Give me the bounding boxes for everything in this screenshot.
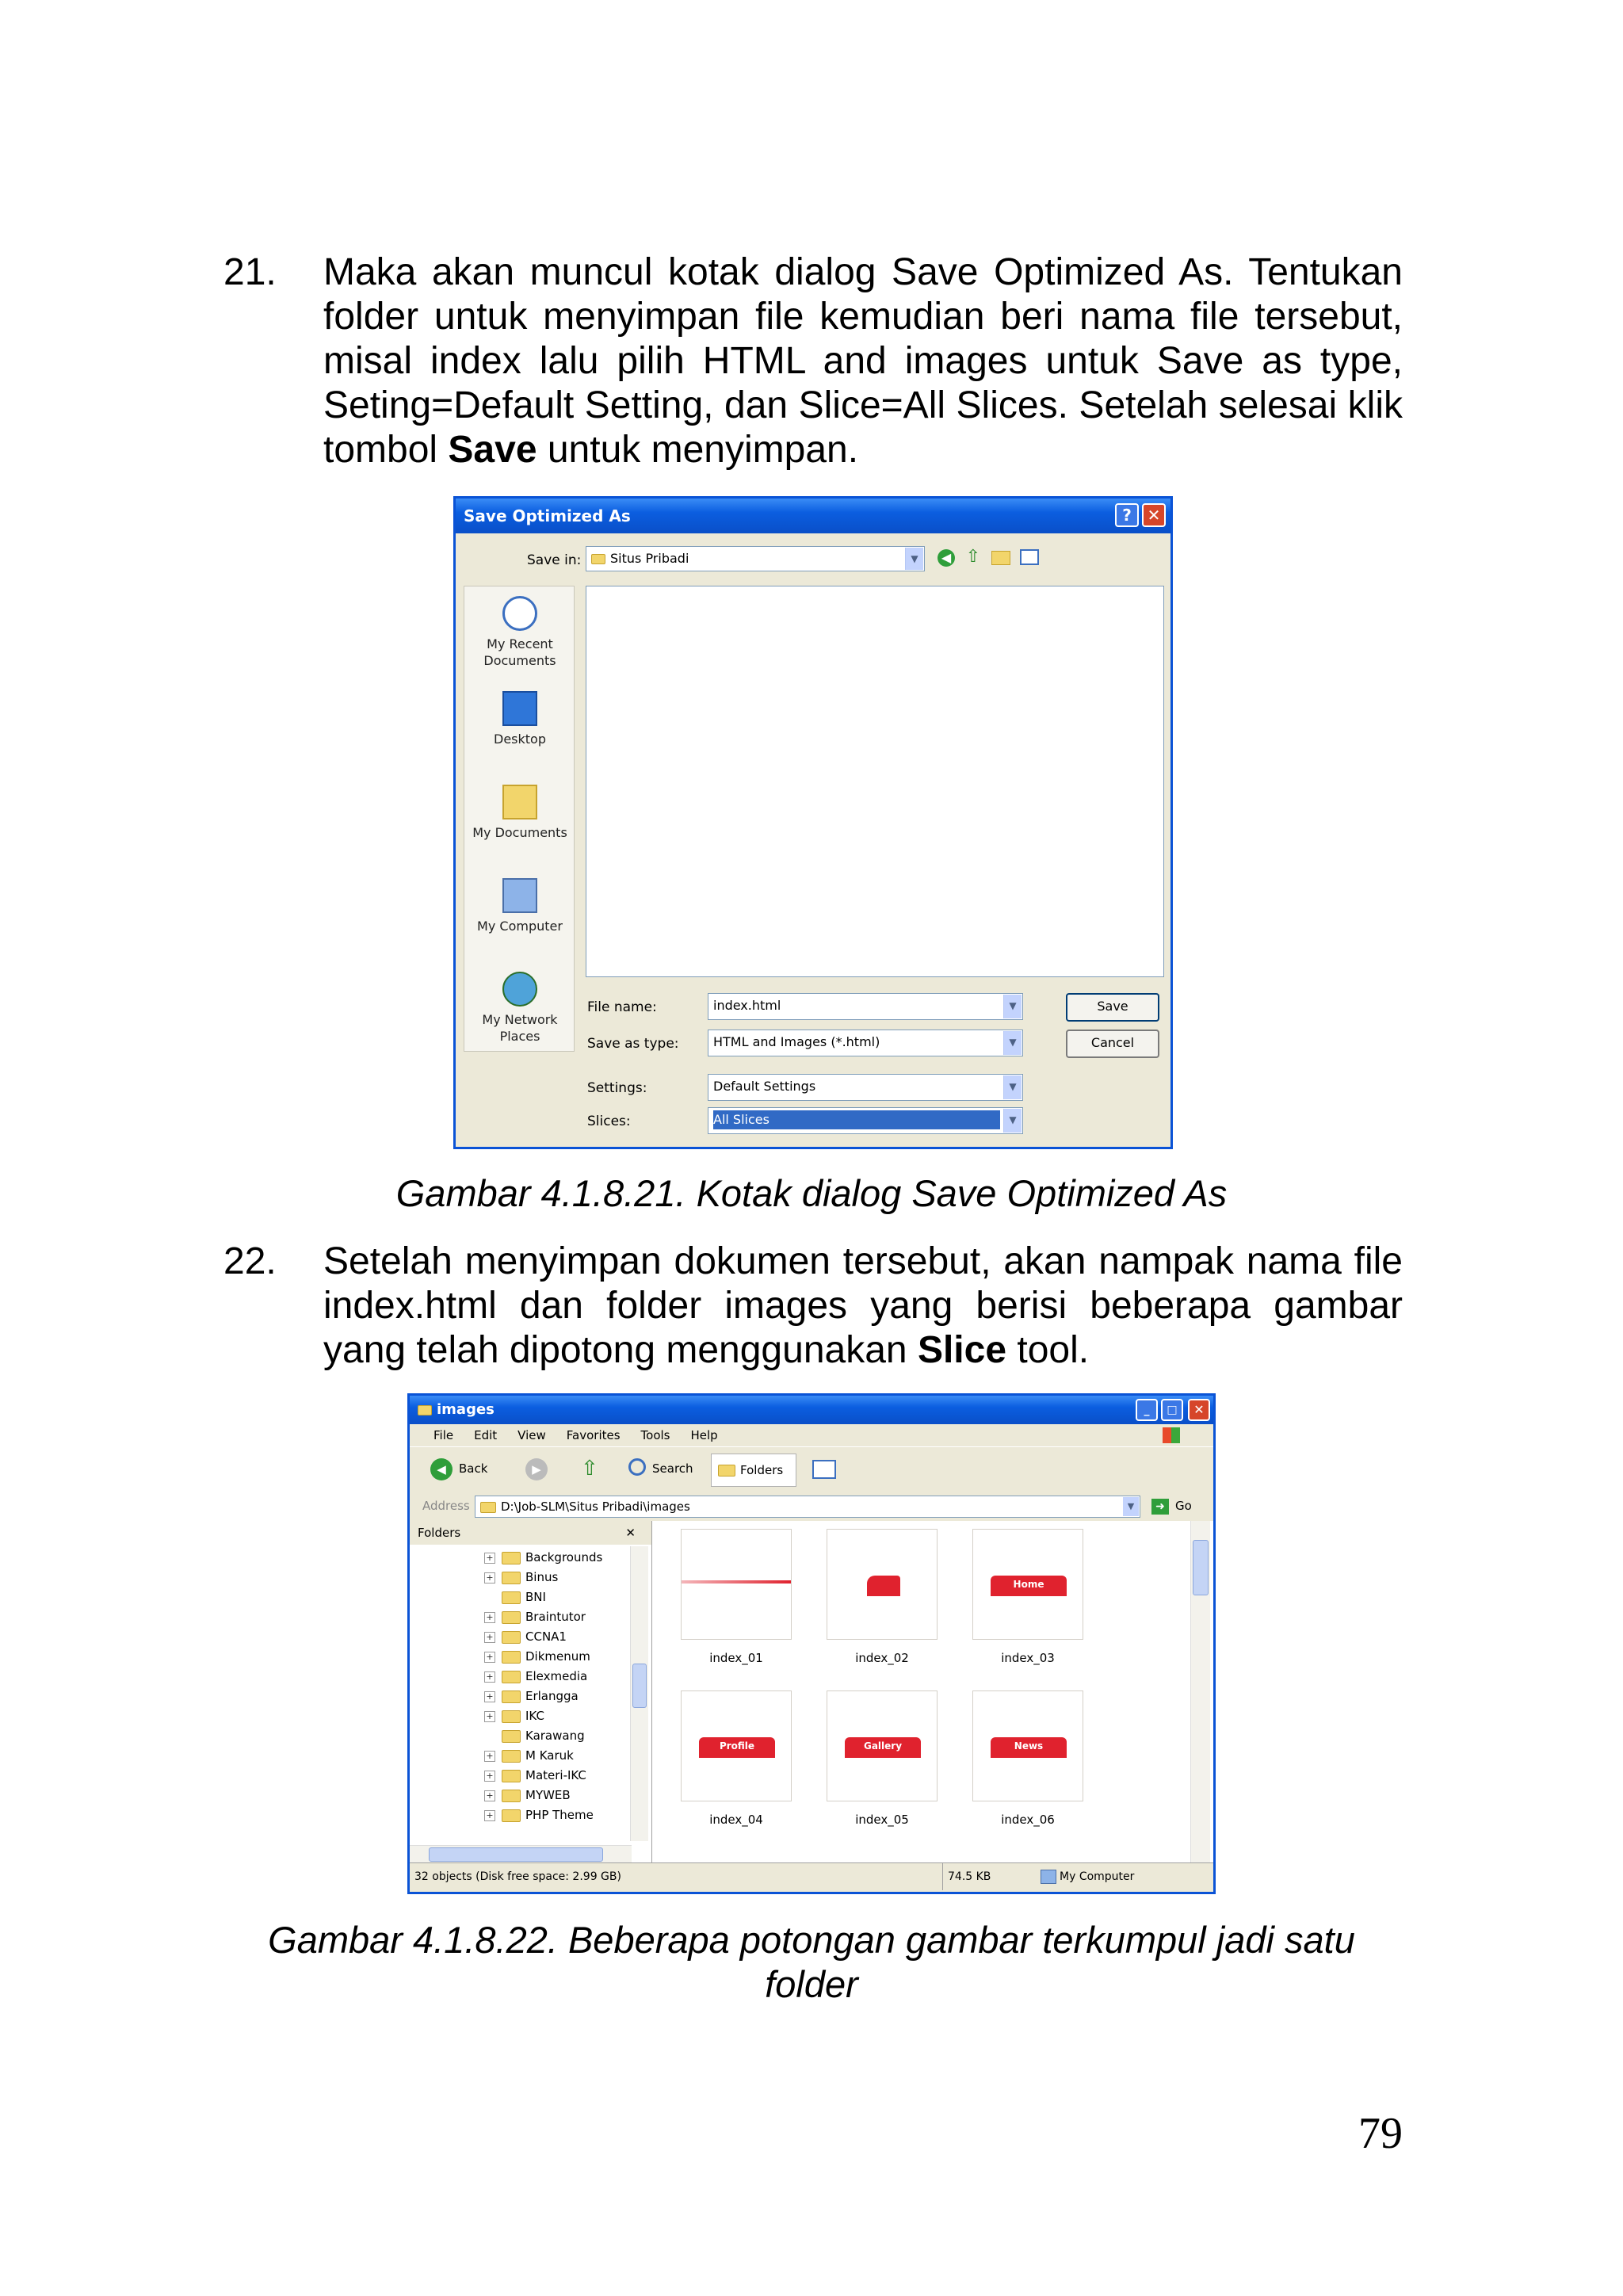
file-label[interactable]: index_06	[1001, 1813, 1055, 1827]
hscroll-thumb[interactable]	[429, 1847, 603, 1862]
search-icon	[628, 1458, 646, 1476]
folder-icon	[502, 1671, 521, 1683]
folder-icon	[480, 1502, 496, 1513]
tree-item-label: Erlangga	[525, 1689, 579, 1703]
tree-item[interactable]	[484, 1627, 567, 1647]
places-bar	[464, 586, 575, 1052]
chevron-down-icon: ▼	[1003, 1109, 1022, 1133]
tree-item[interactable]	[484, 1548, 602, 1568]
file-thumbnail[interactable]	[972, 1529, 1083, 1640]
place-my-documents[interactable]: My Documents	[472, 785, 567, 841]
status-objects: 32 objects (Disk free space: 2.99 GB)	[414, 1870, 621, 1883]
file-label[interactable]: index_03	[1001, 1651, 1055, 1665]
expand-icon[interactable]: +	[484, 1632, 495, 1643]
dialog-title: Save Optimized As	[456, 499, 1170, 533]
tree-item-label: MYWEB	[525, 1788, 571, 1802]
expand-icon[interactable]: +	[484, 1572, 495, 1584]
expand-icon[interactable]: +	[484, 1810, 495, 1821]
tree-item-label: Materi-IKC	[525, 1768, 586, 1782]
folder-icon	[502, 1790, 521, 1802]
expand-icon[interactable]: +	[484, 1652, 495, 1663]
bold-term: Slice	[917, 1329, 1007, 1371]
tree-item-label: Backgrounds	[525, 1550, 603, 1564]
step-text: Setelah menyimpan dokumen tersebut, akan nampak nama file index.html dan folder images yang berisi beberapa gambar yang telah dipotong menggunakan Slice tool.	[323, 1240, 1403, 1371]
save-type-select[interactable]: HTML and Images (*.html) ▼	[708, 1030, 1023, 1056]
folder-icon	[502, 1750, 521, 1763]
folder-icon	[502, 1730, 521, 1743]
tree-item-label: Elexmedia	[525, 1669, 588, 1683]
close-button[interactable]: ✕	[1142, 503, 1166, 527]
step-number: 21.	[223, 251, 277, 293]
settings-label: Settings:	[587, 1080, 647, 1096]
maximize-button[interactable]: □	[1161, 1399, 1183, 1421]
my-computer-icon	[502, 878, 537, 913]
step-text: Maka akan muncul kotak dialog Save Optimized As. Tentukan folder untuk menyimpan file kemudian beri nama file tersebut, misal index lalu pilih HTML and images untuk Save as type, Seting=Default Setting, dan Slice=All Slices. Setelah selesai klik tombol Save untuk menyimpan.	[323, 251, 1403, 471]
tree-item[interactable]	[484, 1766, 586, 1786]
menu-favorites[interactable]: Favorites	[566, 1428, 621, 1442]
my-documents-icon	[502, 785, 537, 819]
explorer-title: images	[410, 1396, 1213, 1424]
address-input[interactable]: D:\Job-SLM\Situs Pribadi\images ▼	[475, 1496, 1140, 1518]
folder-icon	[502, 1591, 521, 1604]
caption-figure-22-line1: Gambar 4.1.8.22. Beberapa potongan gambar terkumpul jadi satu	[268, 1919, 1355, 1961]
file-thumbnail[interactable]	[827, 1690, 938, 1801]
tree-item-label: Binus	[525, 1570, 559, 1584]
folder-icon	[502, 1690, 521, 1703]
menu-edit[interactable]: Edit	[474, 1428, 498, 1442]
menu-help[interactable]: Help	[690, 1428, 718, 1442]
search-button[interactable]: Search	[652, 1461, 693, 1476]
scroll-thumb[interactable]	[632, 1664, 647, 1708]
expand-icon[interactable]: +	[484, 1751, 495, 1762]
address-bar	[410, 1492, 1213, 1521]
file-label[interactable]: index_02	[855, 1651, 909, 1665]
file-label[interactable]: index_01	[709, 1651, 763, 1665]
folders-pane	[410, 1521, 652, 1863]
views-icon[interactable]	[812, 1460, 836, 1479]
folder-icon	[502, 1572, 521, 1584]
tree-item-label: BNI	[525, 1590, 546, 1604]
help-button[interactable]: ?	[1115, 503, 1139, 527]
tree-item-label: PHP Theme	[525, 1808, 594, 1822]
new-folder-icon[interactable]	[991, 551, 1010, 565]
recent-documents-icon	[502, 596, 537, 631]
chevron-down-icon: ▼	[1003, 995, 1022, 1018]
slice-preview	[682, 1580, 791, 1584]
folder-icon	[502, 1770, 521, 1782]
folder-icon	[502, 1552, 521, 1564]
go-icon[interactable]: ➜	[1151, 1499, 1169, 1515]
file-label[interactable]: index_05	[855, 1813, 909, 1827]
back-icon[interactable]: ◀	[430, 1458, 453, 1480]
file-thumbnail[interactable]	[681, 1690, 792, 1801]
menu-file[interactable]: File	[433, 1428, 454, 1442]
desktop-icon	[502, 691, 537, 726]
view-menu-icon[interactable]	[1020, 549, 1039, 565]
expand-icon[interactable]: +	[484, 1691, 495, 1702]
up-folder-icon[interactable]: ⇧	[965, 547, 981, 567]
tree-scrollbar[interactable]	[630, 1546, 648, 1841]
expand-icon[interactable]: +	[484, 1711, 495, 1722]
files-scrollbar[interactable]	[1190, 1521, 1210, 1863]
back-icon[interactable]: ◀	[938, 549, 955, 567]
settings-select[interactable]: Default Settings ▼	[708, 1074, 1023, 1101]
place-my-network[interactable]: My Network Places	[472, 972, 567, 1045]
windows-logo-icon	[1163, 1427, 1180, 1443]
file-thumbnail[interactable]	[972, 1690, 1083, 1801]
file-thumbnail[interactable]	[827, 1529, 938, 1640]
expand-icon[interactable]: +	[484, 1790, 495, 1801]
file-thumbnail[interactable]	[681, 1529, 792, 1640]
tree-item-label: CCNA1	[525, 1629, 567, 1644]
close-icon[interactable]: ✕	[625, 1526, 636, 1540]
tree-item[interactable]	[484, 1746, 574, 1766]
slice-preview	[867, 1576, 900, 1596]
explorer-window	[407, 1393, 1216, 1894]
folders-pane-header: Folders ✕	[410, 1521, 651, 1545]
expand-icon[interactable]: +	[484, 1612, 495, 1623]
step-21	[223, 250, 1403, 472]
tree-item[interactable]	[484, 1647, 590, 1667]
folder-icon	[591, 554, 605, 564]
my-network-places-icon	[502, 972, 537, 1007]
go-button[interactable]: Go	[1175, 1499, 1192, 1513]
files-pane	[652, 1521, 1183, 1863]
save-in-select[interactable]: Situs Pribadi ▼	[586, 546, 925, 571]
folder-icon	[502, 1809, 521, 1822]
chevron-down-icon: ▼	[1003, 1031, 1022, 1055]
folder-icon	[502, 1631, 521, 1644]
folder-tree	[484, 1548, 627, 1841]
tree-item-label: Karawang	[525, 1729, 585, 1743]
scroll-thumb[interactable]	[1193, 1540, 1209, 1595]
place-my-computer[interactable]: My Computer	[472, 878, 567, 934]
expand-icon[interactable]: +	[484, 1671, 495, 1683]
tree-item[interactable]	[484, 1607, 586, 1627]
tree-item[interactable]	[484, 1706, 544, 1726]
folder-icon	[502, 1710, 521, 1723]
status-location: My Computer	[1060, 1870, 1135, 1883]
file-list-area[interactable]	[586, 586, 1164, 977]
status-bar	[410, 1862, 1213, 1892]
forward-icon[interactable]: ▶	[525, 1458, 548, 1480]
file-label[interactable]: index_04	[709, 1813, 763, 1827]
slices-select[interactable]: All Slices ▼	[708, 1107, 1023, 1134]
chevron-down-icon[interactable]: ▼	[1123, 1497, 1139, 1516]
slice-button-preview: Profile	[699, 1737, 775, 1758]
minimize-button[interactable]: _	[1136, 1399, 1158, 1421]
expand-icon[interactable]: +	[484, 1771, 495, 1782]
save-optimized-as-dialog	[453, 496, 1173, 1149]
save-in-label: Save in:	[527, 552, 582, 568]
close-button[interactable]: ✕	[1188, 1399, 1210, 1421]
chevron-down-icon: ▼	[905, 548, 923, 570]
tree-hscrollbar[interactable]	[410, 1845, 632, 1863]
slice-button-preview: Gallery	[845, 1737, 921, 1758]
tree-item[interactable]	[484, 1667, 587, 1687]
page-number: 79	[1358, 2109, 1403, 2158]
slices-label: Slices:	[587, 1114, 631, 1129]
step-number: 22.	[223, 1240, 277, 1282]
chevron-down-icon: ▼	[1003, 1075, 1022, 1099]
cancel-button[interactable]: Cancel	[1066, 1030, 1159, 1058]
step-22	[223, 1240, 1403, 1374]
tree-item[interactable]	[484, 1568, 558, 1587]
tree-item[interactable]	[484, 1726, 585, 1746]
bold-term: Save	[448, 429, 537, 471]
save-button[interactable]: Save	[1066, 993, 1159, 1022]
folder-icon	[718, 1465, 735, 1477]
tree-item[interactable]	[484, 1587, 546, 1607]
caption-figure-21: Gambar 4.1.8.21. Kotak dialog Save Optimized As	[395, 1172, 1228, 1214]
tree-item[interactable]	[484, 1687, 579, 1706]
menu-view[interactable]: View	[517, 1428, 546, 1442]
folder-icon	[502, 1611, 521, 1624]
toolbar	[410, 1446, 1213, 1493]
expand-icon[interactable]: +	[484, 1553, 495, 1564]
menu-tools[interactable]: Tools	[640, 1428, 670, 1442]
address-label: Address	[422, 1499, 470, 1513]
save-type-label: Save as type:	[587, 1036, 679, 1052]
file-name-label: File name:	[587, 999, 657, 1015]
folder-icon	[502, 1651, 521, 1664]
folder-icon	[418, 1405, 432, 1415]
tree-item[interactable]	[484, 1805, 594, 1825]
tree-item-label: IKC	[525, 1709, 544, 1723]
caption-figure-22-line2: folder	[765, 1963, 858, 2005]
menu-bar	[410, 1424, 1213, 1446]
tree-item[interactable]	[484, 1786, 571, 1805]
status-size: 74.5 KB	[942, 1863, 991, 1890]
my-computer-icon	[1041, 1870, 1056, 1884]
tree-item-label: Dikmenum	[525, 1649, 590, 1664]
slice-button-preview: Home	[991, 1576, 1067, 1596]
tree-item-label: M Karuk	[525, 1748, 574, 1763]
place-recent[interactable]: My Recent Documents	[472, 596, 567, 669]
slice-button-preview: News	[991, 1737, 1067, 1758]
tree-item-label: Braintutor	[525, 1610, 586, 1624]
place-desktop[interactable]: Desktop	[472, 691, 567, 747]
folders-button[interactable]: Folders	[711, 1454, 796, 1487]
back-button[interactable]: Back	[459, 1461, 488, 1476]
up-folder-icon[interactable]: ⇧	[581, 1457, 598, 1480]
file-name-input[interactable]: index.html ▼	[708, 993, 1023, 1020]
